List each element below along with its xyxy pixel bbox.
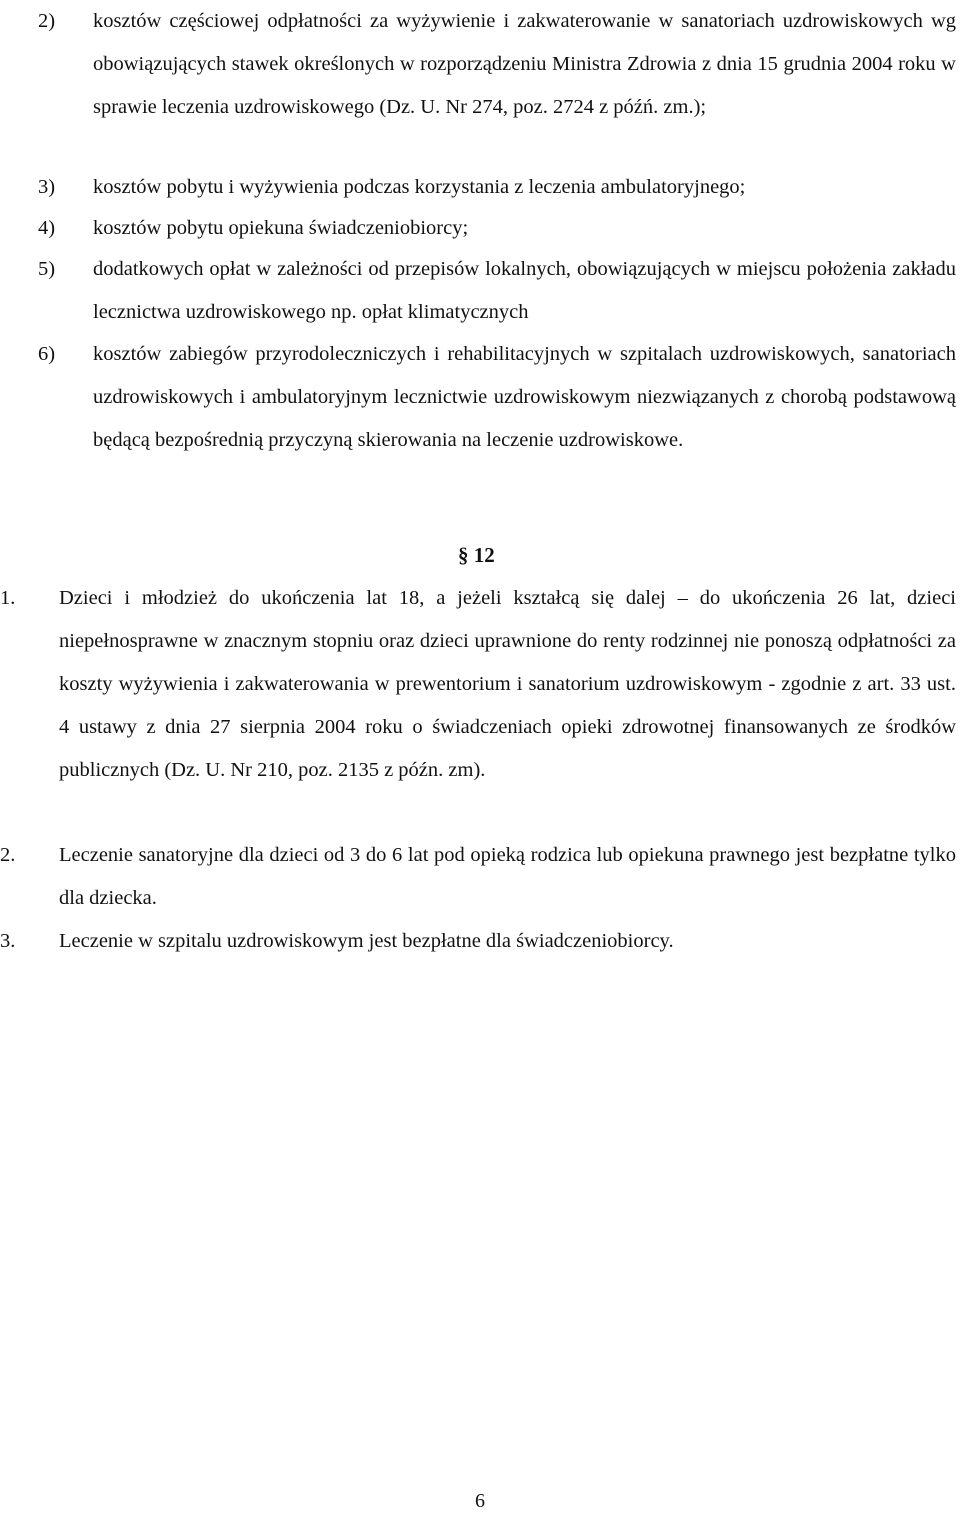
- list-item-number: 5): [38, 258, 56, 280]
- list-item: [38, 333, 956, 462]
- list-item-number: 4): [38, 217, 56, 239]
- list-item: [0, 577, 956, 792]
- list-item: [0, 920, 956, 963]
- page-number: 6: [475, 1490, 485, 1512]
- list-item-text: Leczenie sanatoryjne dla dzieci od 3 do 6 lat pod opieką rodzica lub opiekuna prawnego jest bezpłatne tylko dla dziecka.: [59, 844, 956, 909]
- list-item-number: 3.: [0, 930, 16, 952]
- list-item-number: 1.: [0, 587, 16, 609]
- list-item: [38, 248, 956, 334]
- list-item-text: kosztów częściowej odpłatności za wyżywienie i zakwaterowanie w sanatoriach uzdrowiskowych wg obowiązujących stawek określonych w rozporządzeniu Ministra Zdrowia z dnia 15 grudnia 2004 roku w sprawie leczenia uzdrowiskowego (Dz. U. Nr 274, poz. 2724 z późń. zm.);: [93, 10, 956, 118]
- list-item-number: 2): [38, 10, 56, 32]
- list-item-text: kosztów zabiegów przyrodoleczniczych i rehabilitacyjnych w szpitalach uzdrowiskowych, sanatoriach uzdrowiskowych i ambulatoryjnym lecznictwie uzdrowiskowym niezwiązanych z chorobą podstawową będącą bezpośrednią przyczyną skierowania na leczenie uzdrowiskowe.: [93, 343, 956, 451]
- list-item-text: Dzieci i młodzież do ukończenia lat 18, a jeżeli kształcą się dalej – do ukończenia 26 lat, dzieci niepełnosprawne w znacznym stopniu oraz dzieci uprawnione do renty rodzinnej nie ponoszą odpłatności za koszty wyżywienia i zakwaterowania w prewentorium i sanatorium uzdrowiskowym - zgodnie z art. 33 ust. 4 ustawy z dnia 27 sierpnia 2004 roku o świadczeniach opieki zdrowotnej finansowanych ze środków publicznych (Dz. U. Nr 210, poz. 2135 z późn. zm).: [59, 587, 956, 781]
- list-item-text: kosztów pobytu i wyżywienia podczas korzystania z leczenia ambulatoryjnego;: [93, 176, 746, 198]
- section-heading: § 12: [458, 543, 495, 567]
- list-item-text: dodatkowych opłat w zależności od przepisów lokalnych, obowiązujących w miejscu położenia zakładu lecznictwa uzdrowiskowego np. opłat klimatycznych: [93, 258, 956, 323]
- list-item: [38, 207, 956, 250]
- list-item: [38, 0, 956, 129]
- list-item: [38, 166, 956, 209]
- list-item-number: 2.: [0, 844, 16, 866]
- list-item-number: 6): [38, 343, 56, 365]
- list-item-number: 3): [38, 176, 56, 198]
- list-item-text: Leczenie w szpitalu uzdrowiskowym jest bezpłatne dla świadczeniobiorcy.: [59, 930, 674, 952]
- list-item: [0, 834, 956, 920]
- list-item-text: kosztów pobytu opiekuna świadczeniobiorcy;: [93, 217, 469, 239]
